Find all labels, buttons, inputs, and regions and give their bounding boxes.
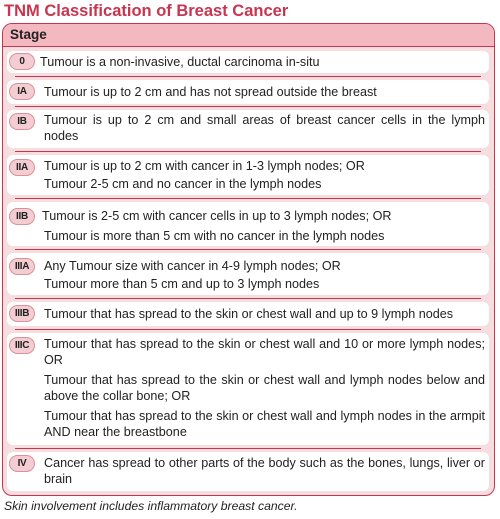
stage-row-0: [7, 51, 489, 73]
stage-row-iv: [7, 452, 489, 491]
stage-description: Tumour is 2-5 cm with cancer cells in up to 3 lymph nodes; OR: [42, 209, 392, 223]
row-divider: [15, 151, 481, 152]
stage-badge: IIIA: [9, 258, 35, 275]
stage-description: Cancer has spread to other parts of the body such as the bones, lungs, liver or brain: [44, 456, 485, 486]
stage-description: Tumour that has spread to the skin or chest wall and up to 9 lymph nodes: [44, 307, 454, 321]
stage-description: Tumour that has spread to the skin or chest wall and lymph nodes in the armpit AND near the breastbone: [44, 409, 485, 439]
row-divider: [15, 106, 481, 107]
stage-description: Tumour is a non-invasive, ductal carcinoma in-situ: [40, 55, 320, 69]
stage-row-iiia: [7, 253, 489, 295]
stage-badge: IIA: [9, 159, 35, 176]
stage-row-ia: [7, 80, 489, 104]
stage-badge: IA: [9, 83, 35, 100]
stage-description: Tumour is up to 2 cm with cancer in 1-3 lymph nodes; OR: [44, 159, 365, 173]
stage-description: Tumour that has spread to the skin or chest wall and 10 or more lymph nodes; OR: [44, 337, 485, 367]
stage-badge: IIB: [9, 208, 35, 225]
table-title: TNM Classification of Breast Cancer: [4, 2, 289, 20]
stage-description: Tumour is up to 2 cm and small areas of breast cancer cells in the lymph nodes: [44, 113, 485, 143]
stage-row-iia: [7, 155, 489, 195]
footnote: Skin involvement includes inflammatory breast cancer.: [4, 499, 298, 513]
stage-row-ib: [7, 110, 489, 148]
staging-table: [2, 23, 495, 496]
stage-description: Tumour 2-5 cm and no cancer in the lymph nodes: [44, 177, 322, 191]
stage-badge: IIIB: [9, 305, 35, 322]
stage-row-iiib: [7, 302, 489, 326]
stage-description: Tumour is more than 5 cm with no cancer in the lymph nodes: [44, 229, 385, 243]
row-divider: [15, 76, 481, 77]
stage-description: Any Tumour size with cancer in 4-9 lymph nodes; OR: [44, 259, 341, 273]
stage-badge: 0: [9, 53, 35, 70]
stage-row-iiic: [7, 333, 489, 445]
stage-row-iib: [7, 202, 489, 246]
row-divider: [15, 448, 481, 449]
stage-badge: IV: [9, 455, 35, 472]
stage-description: Tumour more than 5 cm and up to 3 lymph nodes: [44, 277, 320, 291]
stage-badge: IIIC: [9, 337, 35, 354]
stage-description: Tumour that has spread to the skin or chest wall and lymph nodes below and above the collar bone; OR: [44, 373, 485, 403]
table-header: [3, 24, 494, 47]
row-divider: [15, 329, 481, 330]
row-divider: [15, 298, 481, 299]
stage-description: Tumour is up to 2 cm and has not spread outside the breast: [44, 85, 377, 99]
stage-badge: IB: [9, 113, 35, 130]
stage-column-header: Stage: [10, 27, 47, 42]
row-divider: [15, 249, 481, 250]
row-divider: [15, 198, 481, 199]
